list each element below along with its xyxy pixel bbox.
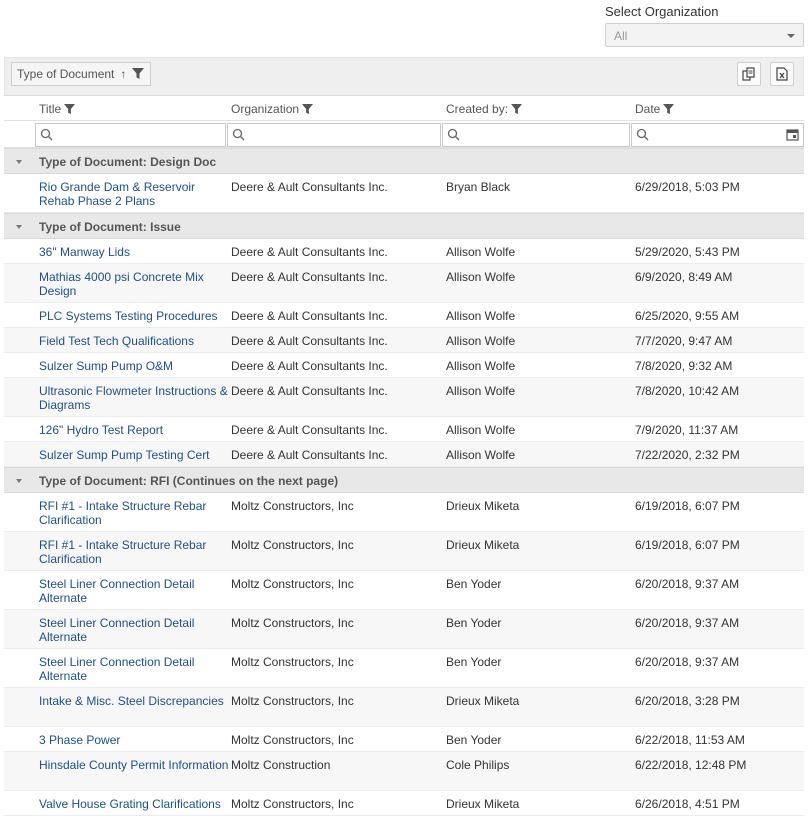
document-title-link[interactable]: Ultrasonic Flowmeter Instructions & Diagrams — [39, 384, 228, 412]
table-row[interactable] — [4, 791, 804, 816]
date-cell: 7/9/2020, 11:37 AM — [635, 423, 739, 437]
column-header-organization-label: Organization — [231, 102, 300, 116]
document-title-link[interactable]: Sulzer Sump Pump O&M — [39, 359, 174, 373]
group-chip-label: Type of Document — [17, 67, 115, 81]
created-by-cell: Bryan Black — [446, 180, 511, 194]
date-cell: 6/20/2018, 3:28 PM — [635, 694, 740, 708]
document-title-link[interactable]: PLC Systems Testing Procedures — [39, 309, 218, 323]
date-cell: 6/19/2018, 6:07 PM — [635, 499, 740, 513]
document-title-link[interactable]: Steel Liner Connection Detail Alternate — [39, 577, 195, 605]
date-cell: 6/19/2018, 6:07 PM — [635, 538, 740, 552]
organization-select[interactable] — [605, 23, 804, 47]
column-header-title[interactable] — [39, 96, 75, 122]
created-by-cell: Allison Wolfe — [446, 309, 516, 323]
created-by-cell: Ben Yoder — [446, 577, 502, 591]
organization-cell: Moltz Constructors, Inc — [231, 616, 354, 630]
sort-arrow-icon[interactable]: ↑ — [120, 67, 127, 81]
organization-cell: Moltz Constructors, Inc — [231, 694, 354, 708]
created-by-cell: Drieux Miketa — [446, 499, 520, 513]
date-cell: 6/29/2018, 5:03 PM — [635, 180, 740, 194]
group-label: Type of Document: Design Doc — [39, 155, 217, 169]
group-row[interactable] — [4, 213, 804, 239]
funnel-icon[interactable] — [302, 104, 313, 115]
table-row[interactable] — [4, 174, 804, 213]
table-row[interactable] — [4, 493, 804, 532]
table-row[interactable] — [4, 378, 804, 417]
group-panel — [4, 57, 804, 95]
document-title-link[interactable]: Valve House Grating Clarifications — [39, 797, 221, 811]
date-cell: 6/20/2018, 9:37 AM — [635, 616, 740, 630]
organization-cell: Deere & Ault Consultants Inc. — [231, 334, 388, 348]
organization-cell: Moltz Constructors, Inc — [231, 577, 354, 591]
document-title-link[interactable]: RFI #1 - Intake Structure Rebar Clarification — [39, 499, 207, 527]
organization-cell: Deere & Ault Consultants Inc. — [231, 270, 388, 284]
organization-cell: Moltz Constructors, Inc — [231, 797, 354, 811]
magnifier-icon — [232, 128, 245, 141]
table-row[interactable] — [4, 353, 804, 378]
column-header-date[interactable] — [635, 96, 674, 122]
column-header-organization[interactable] — [231, 96, 313, 122]
organization-cell: Deere & Ault Consultants Inc. — [231, 245, 388, 259]
title-filter-input[interactable] — [35, 123, 226, 147]
copy-button[interactable] — [737, 62, 761, 86]
organization-cell: Deere & Ault Consultants Inc. — [231, 309, 388, 323]
group-label: Type of Document: RFI (Continues on the next page) — [39, 474, 339, 488]
table-row[interactable] — [4, 649, 804, 688]
document-title-link[interactable]: Hinsdale County Permit Information — [39, 758, 229, 772]
document-title-link[interactable]: Field Test Tech Qualifications — [39, 334, 194, 348]
date-cell: 6/20/2018, 9:37 AM — [635, 655, 740, 669]
date-cell: 6/22/2018, 12:48 PM — [635, 758, 747, 772]
created-by-cell: Drieux Miketa — [446, 797, 520, 811]
created-by-cell: Cole Philips — [446, 758, 510, 772]
column-header-created-by[interactable] — [446, 96, 522, 122]
date-cell: 6/26/2018, 4:51 PM — [635, 797, 740, 811]
column-header-title-label: Title — [39, 102, 62, 116]
document-title-link[interactable]: Rio Grande Dam & Reservoir Rehab Phase 2 Plans — [39, 180, 196, 208]
created-by-cell: Allison Wolfe — [446, 270, 516, 284]
date-cell: 7/8/2020, 10:42 AM — [635, 384, 740, 398]
organization-cell: Moltz Constructors, Inc — [231, 538, 354, 552]
created-by-cell: Ben Yoder — [446, 616, 502, 630]
document-title-link[interactable]: 3 Phase Power — [39, 733, 121, 747]
organization-cell: Deere & Ault Consultants Inc. — [231, 359, 388, 373]
document-title-link[interactable]: Intake & Misc. Steel Discrepancies — [39, 694, 224, 708]
magnifier-icon — [447, 128, 460, 141]
organization-cell: Moltz Constructors, Inc — [231, 655, 354, 669]
filter-row — [4, 121, 804, 148]
created-by-cell: Ben Yoder — [446, 733, 502, 747]
document-title-link[interactable]: Sulzer Sump Pump Testing Cert — [39, 448, 210, 462]
created-by-cell: Drieux Miketa — [446, 538, 520, 552]
organization-filter-input[interactable] — [227, 123, 441, 147]
table-row[interactable] — [4, 328, 804, 353]
date-cell: 6/22/2018, 11:53 AM — [635, 733, 745, 747]
table-row[interactable] — [4, 239, 804, 264]
date-cell: 5/29/2020, 5:43 PM — [635, 245, 740, 259]
table-row[interactable] — [4, 264, 804, 303]
created-by-cell: Allison Wolfe — [446, 384, 516, 398]
table-row[interactable] — [4, 532, 804, 571]
document-title-link[interactable]: Steel Liner Connection Detail Alternate — [39, 655, 195, 683]
date-cell: 6/25/2020, 9:55 AM — [635, 309, 740, 323]
calendar-icon[interactable] — [786, 128, 799, 141]
document-title-link[interactable]: 36" Manway Lids — [39, 245, 130, 259]
date-cell: 6/9/2020, 8:49 AM — [635, 270, 733, 284]
funnel-icon[interactable] — [64, 104, 75, 115]
export-excel-button[interactable] — [770, 62, 794, 86]
created-by-cell: Allison Wolfe — [446, 423, 516, 437]
copy-icon — [742, 67, 756, 81]
table-row[interactable] — [4, 688, 804, 727]
organization-cell: Moltz Constructors, Inc — [231, 733, 354, 747]
organization-cell: Deere & Ault Consultants Inc. — [231, 384, 388, 398]
group-label: Type of Document: Issue — [39, 220, 181, 234]
funnel-icon[interactable] — [663, 104, 674, 115]
magnifier-icon — [40, 128, 53, 141]
date-cell: 7/22/2020, 2:32 PM — [635, 448, 740, 462]
table-row[interactable] — [4, 303, 804, 328]
documents-grid — [4, 57, 804, 816]
funnel-icon[interactable] — [511, 104, 522, 115]
grid-body — [4, 148, 804, 816]
table-row[interactable] — [4, 442, 804, 467]
collapse-triangle-icon[interactable] — [16, 225, 22, 229]
created-by-cell: Ben Yoder — [446, 655, 502, 669]
table-row[interactable] — [4, 610, 804, 649]
group-row[interactable] — [4, 467, 804, 493]
organization-cell: Moltz Construction — [231, 758, 331, 772]
created-by-cell: Allison Wolfe — [446, 334, 516, 348]
collapse-triangle-icon[interactable] — [16, 479, 22, 483]
document-title-link[interactable]: RFI #1 - Intake Structure Rebar Clarification — [39, 538, 207, 566]
document-title-link[interactable]: Steel Liner Connection Detail Alternate — [39, 616, 195, 644]
group-chip-type-of-document[interactable] — [11, 62, 151, 86]
table-row[interactable] — [4, 571, 804, 610]
created-by-cell: Allison Wolfe — [446, 448, 516, 462]
created-by-cell: Allison Wolfe — [446, 359, 516, 373]
org-filter-label: Select Organization — [605, 4, 719, 19]
organization-cell: Deere & Ault Consultants Inc. — [231, 448, 388, 462]
chevron-down-icon — [787, 34, 795, 38]
table-row[interactable] — [4, 752, 804, 791]
excel-export-icon — [775, 67, 789, 81]
table-row[interactable] — [4, 417, 804, 442]
table-row[interactable] — [4, 727, 804, 752]
date-cell: 7/8/2020, 9:32 AM — [635, 359, 733, 373]
document-title-link[interactable]: 126" Hydro Test Report — [39, 423, 164, 437]
magnifier-icon — [636, 128, 649, 141]
created-by-cell: Drieux Miketa — [446, 694, 520, 708]
date-cell: 6/20/2018, 9:37 AM — [635, 577, 740, 591]
created-by-filter-input[interactable] — [442, 123, 630, 147]
collapse-triangle-icon[interactable] — [16, 160, 22, 164]
date-cell: 7/7/2020, 9:47 AM — [635, 334, 733, 348]
column-header-created-by-label: Created by: — [446, 102, 509, 116]
document-title-link[interactable]: Mathias 4000 psi Concrete Mix Design — [39, 270, 204, 298]
organization-select-value: All — [614, 29, 628, 43]
group-row[interactable] — [4, 148, 804, 174]
organization-cell: Deere & Ault Consultants Inc. — [231, 423, 388, 437]
created-by-cell: Allison Wolfe — [446, 245, 516, 259]
funnel-icon[interactable] — [132, 68, 144, 80]
organization-cell: Moltz Constructors, Inc — [231, 499, 354, 513]
column-header-row — [4, 95, 804, 121]
date-filter-input[interactable] — [631, 123, 804, 147]
column-header-date-label: Date — [635, 102, 661, 116]
organization-cell: Deere & Ault Consultants Inc. — [231, 180, 388, 194]
